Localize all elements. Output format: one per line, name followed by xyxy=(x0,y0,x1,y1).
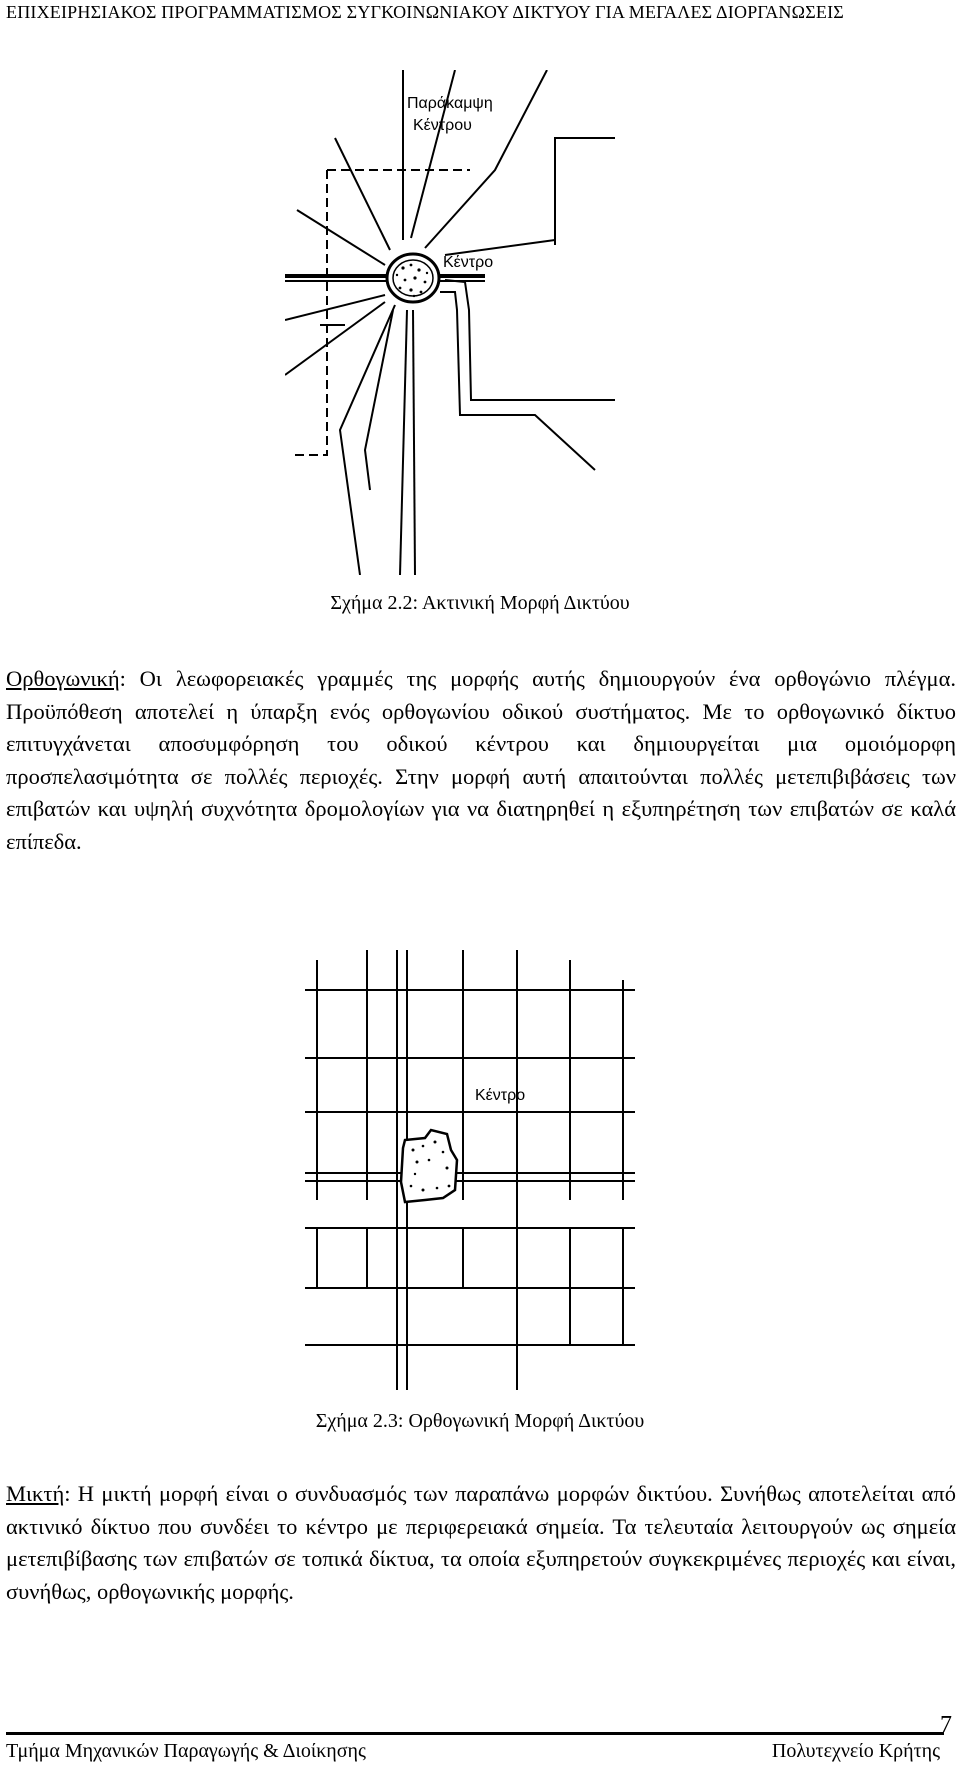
orthogonal-network-figure xyxy=(305,950,655,1390)
page-header xyxy=(6,2,946,23)
bypass-label-line2: Κέντρου xyxy=(413,117,472,134)
center-blob xyxy=(387,254,439,302)
center-label: Κέντρο xyxy=(443,254,494,271)
bypass-label-line1: Παράκαμψη xyxy=(407,95,493,112)
page-number: 7 xyxy=(940,1712,952,1738)
radial-network-figure xyxy=(285,70,615,575)
footer-department: Τμήμα Μηχανικών Παραγωγής & Διοίκησης xyxy=(6,1740,366,1762)
paragraph-mixed xyxy=(6,1478,956,1608)
radial-south-east xyxy=(445,280,615,400)
center-label: Κέντρο xyxy=(475,1087,526,1104)
paragraph-mixed-text: : Η μικτή μορφή είναι ο συνδυασμός των παραπάνω μορφών δικτύου. Συνήθως αποτελείται από ακτινικό δίκτυο που συνδέει το κέντρο με περιφερειακά σημεία. Τα τελευταία λειτουργούν ως σημεία μετεπιβίβασης των επιβατών σε τοπικά δίκτυα, τα οποία εξυπηρετούν συγκεκριμένες περιοχές και είναι, συνήθως, ορθογωνικής μορφής. xyxy=(6,1481,956,1604)
header-title: ΕΠΙΧΕΙΡΗΣΙΑΚΟΣ ΠΡΟΓΡΑΜΜΑΤΙΣΜΟΣ ΣΥΓΚΟΙΝΩΝΙΑΚΟΥ ΔΙΚΤΥΟΥ ΓΙΑ ΜΕΓΑΛΕΣ ΔΙΟΡΓΑΝΩΣΕΙΣ xyxy=(6,2,844,22)
term-mixed: Μικτή xyxy=(6,1481,65,1506)
radial-north-west xyxy=(335,138,390,250)
grid-lines xyxy=(305,950,635,1390)
footer-divider xyxy=(6,1732,944,1735)
center-blob xyxy=(401,1130,457,1202)
paragraph-orthogonal xyxy=(6,663,956,858)
paragraph-orthogonal-text: : Οι λεωφορειακές γραμμές της μορφής αυτής δημιουργούν ένα ορθογώνιο πλέγμα. Προϋπόθεση αποτελεί η ύπαρξη ενός ορθογωνίου οδικού συστήματος. Με το ορθογωνικό δίκτυο επιτυγχάνεται αποσυμφόρηση του οδικού κέντρου και δημιουργείται μια ομοιόμορφη προσπελασιμότητα σε πολλές περιοχές. Στην μορφή αυτή απαιτούνται πολλές μετεπιβιβάσεις των επιβατών και υψηλή συχνότητα δρομολογίων για να διατηρηθεί η εξυπηρέτηση των επιβατών σε καλά επίπεδα. xyxy=(6,666,956,854)
term-orthogonal: Ορθογωνική xyxy=(6,666,120,691)
figure1-caption: Σχήμα 2.2: Ακτινική Μορφή Δικτύου xyxy=(330,592,630,614)
figure2-caption: Σχήμα 2.3: Ορθογωνική Μορφή Δικτύου xyxy=(315,1410,645,1432)
footer-institution: Πολυτεχνείο Κρήτης xyxy=(771,1740,940,1762)
